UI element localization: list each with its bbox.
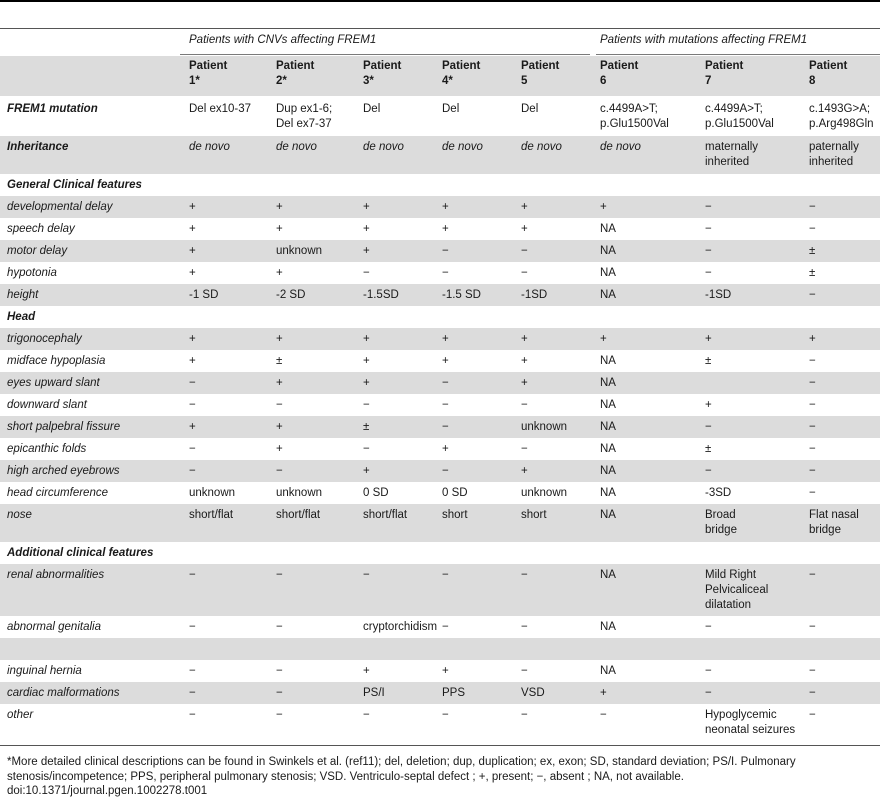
table-cell: + bbox=[363, 377, 370, 389]
table-cell: − bbox=[189, 709, 196, 721]
table-cell: − bbox=[442, 465, 449, 477]
table-cell: + bbox=[276, 421, 283, 433]
table-row bbox=[0, 482, 880, 504]
table-cell: − bbox=[276, 687, 283, 699]
table-cell: + bbox=[521, 377, 528, 389]
table-footnote: *More detailed clinical descriptions can be found in Swinkels et al. (ref11); del, deletion; dup, duplication; ex, exon; SD, standard deviation; PS/I. Pulmonary stenosis/incompetence; PPS, peripheral pulmonary stenosis; VSD. Ventriculo-septal defect ; +, present; −, absent ; NA, not available. bbox=[7, 756, 796, 783]
table-cell: Dup ex1-6; Del ex7-37 bbox=[276, 103, 333, 130]
table-cell: − bbox=[809, 399, 816, 411]
table-cell: − bbox=[600, 709, 607, 721]
table-cell: − bbox=[705, 665, 712, 677]
patient-header-5: Patient 5 bbox=[521, 60, 560, 87]
table-cell: NA bbox=[600, 399, 616, 411]
table-cell: − bbox=[705, 465, 712, 477]
table-cell: de novo bbox=[276, 141, 317, 153]
table-cell: NA bbox=[600, 487, 616, 499]
table-cell: NA bbox=[600, 421, 616, 433]
table-cell: − bbox=[809, 487, 816, 499]
row-label: Additional clinical features bbox=[7, 547, 154, 559]
table-row bbox=[0, 196, 880, 218]
group-underline-cnv bbox=[180, 54, 590, 55]
table-cell: NA bbox=[600, 267, 616, 279]
table-cell: NA bbox=[600, 569, 616, 581]
row-label: cardiac malformations bbox=[7, 687, 120, 699]
patient-header-7: Patient 7 bbox=[705, 60, 744, 87]
table-cell: − bbox=[705, 245, 712, 257]
table-row bbox=[0, 682, 880, 704]
table-cell: short/flat bbox=[276, 509, 321, 521]
table-cell: ± bbox=[809, 245, 816, 257]
table-cell: − bbox=[809, 443, 816, 455]
table-cell: − bbox=[809, 421, 816, 433]
table-cell: + bbox=[276, 333, 283, 345]
table-cell: − bbox=[521, 245, 528, 257]
table-cell: − bbox=[809, 709, 816, 721]
table-cell: + bbox=[600, 687, 607, 699]
table-cell: NA bbox=[600, 223, 616, 235]
table-cell: − bbox=[809, 621, 816, 633]
header-top-rule bbox=[0, 28, 880, 29]
table-cell: + bbox=[442, 201, 449, 213]
table-cell: − bbox=[276, 569, 283, 581]
table-cell: + bbox=[442, 443, 449, 455]
table-cell: + bbox=[363, 201, 370, 213]
table-row bbox=[0, 438, 880, 460]
group-underline-mutations bbox=[596, 54, 880, 55]
table-cell: -1 SD bbox=[189, 289, 219, 301]
group-header-cnv: Patients with CNVs affecting FREM1 bbox=[189, 34, 377, 46]
table-cell: − bbox=[442, 621, 449, 633]
table-cell: − bbox=[705, 223, 712, 235]
table-cell: de novo bbox=[363, 141, 404, 153]
bottom-rule bbox=[0, 745, 880, 746]
section-row bbox=[0, 306, 880, 328]
table-cell: + bbox=[363, 245, 370, 257]
table-cell: − bbox=[189, 687, 196, 699]
patient-header-3: Patient 3* bbox=[363, 60, 402, 87]
group-header-mutations: Patients with mutations affecting FREM1 bbox=[600, 34, 808, 46]
table-cell: + bbox=[600, 201, 607, 213]
table-cell: -1SD bbox=[521, 289, 548, 301]
table-cell: − bbox=[705, 421, 712, 433]
table-cell: − bbox=[276, 621, 283, 633]
table-cell: -2 SD bbox=[276, 289, 306, 301]
row-label: midface hypoplasia bbox=[7, 355, 106, 367]
table-cell: NA bbox=[600, 665, 616, 677]
patient-header-2: Patient 2* bbox=[276, 60, 315, 87]
table-cell: + bbox=[363, 223, 370, 235]
table-cell: + bbox=[442, 665, 449, 677]
table-cell: unknown bbox=[276, 245, 323, 257]
table-cell: − bbox=[809, 289, 816, 301]
table-cell: unknown bbox=[189, 487, 236, 499]
table-cell: -1.5SD bbox=[363, 289, 399, 301]
table-row bbox=[0, 328, 880, 350]
table-cell: Del bbox=[363, 103, 381, 115]
row-label: abnormal genitalia bbox=[7, 621, 101, 633]
table-cell: − bbox=[442, 267, 449, 279]
table-row bbox=[0, 460, 880, 482]
table-cell: − bbox=[442, 245, 449, 257]
table-cell: + bbox=[189, 201, 196, 213]
table-cell: + bbox=[276, 443, 283, 455]
table-cell: − bbox=[363, 709, 370, 721]
table-cell: − bbox=[442, 399, 449, 411]
row-label: downward slant bbox=[7, 399, 87, 411]
table-row bbox=[0, 240, 880, 262]
table-cell: + bbox=[189, 245, 196, 257]
table-cell: + bbox=[189, 355, 196, 367]
table-row bbox=[0, 262, 880, 284]
table-cell: Hypoglycemic neonatal seizures bbox=[705, 709, 796, 736]
table-cell: Broad bridge bbox=[705, 509, 737, 536]
table-doi: doi:10.1371/journal.pgen.1002278.t001 bbox=[7, 785, 208, 797]
table-cell: Mild Right Pelvicaliceal dilatation bbox=[705, 569, 769, 611]
table-cell: − bbox=[521, 569, 528, 581]
table-cell: 0 SD bbox=[442, 487, 468, 499]
table-cell: − bbox=[521, 665, 528, 677]
table-cell: − bbox=[189, 443, 196, 455]
table-cell: − bbox=[189, 569, 196, 581]
patient-header-row bbox=[0, 56, 880, 96]
table-cell: de novo bbox=[600, 141, 641, 153]
row-label: nose bbox=[7, 509, 32, 521]
patient-header-8: Patient 8 bbox=[809, 60, 848, 87]
row-label: FREM1 mutation bbox=[7, 103, 98, 115]
table-cell: NA bbox=[600, 509, 616, 521]
table-cell: − bbox=[442, 421, 449, 433]
table-cell: + bbox=[363, 665, 370, 677]
table-row bbox=[0, 350, 880, 372]
table-cell: − bbox=[189, 621, 196, 633]
table-cell: + bbox=[442, 333, 449, 345]
table-cell: + bbox=[521, 201, 528, 213]
table-cell: short/flat bbox=[189, 509, 234, 521]
row-label: Head bbox=[7, 311, 36, 323]
table-cell: 0 SD bbox=[363, 487, 389, 499]
table-cell: − bbox=[276, 465, 283, 477]
table-cell: − bbox=[809, 377, 816, 389]
table-cell: c.4499A>T; p.Glu1500Val bbox=[705, 103, 774, 130]
table-cell: ± bbox=[705, 443, 712, 455]
table-row bbox=[0, 660, 880, 682]
table-row bbox=[0, 284, 880, 306]
table-cell: − bbox=[521, 267, 528, 279]
row-label: high arched eyebrows bbox=[7, 465, 120, 477]
table-row bbox=[0, 218, 880, 240]
table-cell: + bbox=[442, 223, 449, 235]
table-cell: PPS bbox=[442, 687, 466, 699]
table-cell: − bbox=[442, 569, 449, 581]
table-cell: + bbox=[276, 201, 283, 213]
table-cell: − bbox=[705, 201, 712, 213]
row-label: inguinal hernia bbox=[7, 665, 82, 677]
table-cell: + bbox=[363, 465, 370, 477]
table-cell: Del bbox=[442, 103, 460, 115]
table-cell: de novo bbox=[521, 141, 562, 153]
table-cell: VSD bbox=[521, 687, 545, 699]
table-cell: + bbox=[521, 355, 528, 367]
table-cell: NA bbox=[600, 465, 616, 477]
table-cell: ± bbox=[705, 355, 712, 367]
table-cell: Del ex10-37 bbox=[189, 103, 252, 115]
table-cell: + bbox=[442, 355, 449, 367]
table-cell: + bbox=[189, 223, 196, 235]
table-cell: -1SD bbox=[705, 289, 732, 301]
table-cell: NA bbox=[600, 355, 616, 367]
table-row bbox=[0, 416, 880, 438]
table-cell: unknown bbox=[521, 421, 568, 433]
table-cell: + bbox=[276, 223, 283, 235]
table-cell: − bbox=[521, 443, 528, 455]
table-cell: de novo bbox=[442, 141, 483, 153]
table-cell: − bbox=[189, 377, 196, 389]
patient-header-1: Patient 1* bbox=[189, 60, 228, 87]
table-cell: − bbox=[363, 443, 370, 455]
row-label: Inheritance bbox=[7, 141, 69, 153]
patient-header-4: Patient 4* bbox=[442, 60, 481, 87]
table-cell: − bbox=[442, 709, 449, 721]
row-label: head circumference bbox=[7, 487, 108, 499]
table-cell: short/flat bbox=[363, 509, 408, 521]
row-label: speech delay bbox=[7, 223, 75, 235]
table-row bbox=[0, 504, 880, 542]
table-cell: − bbox=[809, 687, 816, 699]
table-cell: + bbox=[276, 377, 283, 389]
table-cell: paternally inherited bbox=[809, 141, 859, 168]
row-label: eyes upward slant bbox=[7, 377, 100, 389]
top-rule bbox=[0, 0, 880, 2]
table-cell: ± bbox=[276, 355, 283, 367]
table-cell: + bbox=[705, 333, 712, 345]
row-label: General Clinical features bbox=[7, 179, 142, 191]
table-row bbox=[0, 394, 880, 416]
table-cell: NA bbox=[600, 443, 616, 455]
table-cell: short bbox=[442, 509, 468, 521]
table-cell: + bbox=[363, 355, 370, 367]
row-label: motor delay bbox=[7, 245, 68, 257]
table-cell: − bbox=[521, 709, 528, 721]
table-cell: Flat nasal bridge bbox=[809, 509, 859, 536]
table-cell: − bbox=[363, 399, 370, 411]
table-cell: − bbox=[363, 569, 370, 581]
table-cell: + bbox=[809, 333, 816, 345]
table-cell: Del bbox=[521, 103, 539, 115]
table-row bbox=[0, 638, 880, 660]
table-cell: ± bbox=[363, 421, 370, 433]
table-cell: + bbox=[521, 223, 528, 235]
table-cell: NA bbox=[600, 621, 616, 633]
row-label: height bbox=[7, 289, 39, 301]
table-cell: + bbox=[600, 333, 607, 345]
table-row bbox=[0, 616, 880, 638]
table-cell: − bbox=[809, 201, 816, 213]
table-cell: − bbox=[189, 399, 196, 411]
table-cell: + bbox=[189, 421, 196, 433]
table-cell: − bbox=[809, 223, 816, 235]
row-label: trigonocephaly bbox=[7, 333, 82, 345]
table-cell: − bbox=[189, 665, 196, 677]
row-label: hypotonia bbox=[7, 267, 57, 279]
row-label: other bbox=[7, 709, 34, 721]
table-cell: − bbox=[809, 465, 816, 477]
table-cell: + bbox=[705, 399, 712, 411]
table-cell: ± bbox=[809, 267, 816, 279]
table-cell: − bbox=[705, 687, 712, 699]
patient-header-6: Patient 6 bbox=[600, 60, 639, 87]
table-cell: de novo bbox=[189, 141, 230, 153]
table-cell: maternally inherited bbox=[705, 141, 759, 168]
table-cell: − bbox=[276, 709, 283, 721]
table-cell: + bbox=[521, 465, 528, 477]
row-label: epicanthic folds bbox=[7, 443, 87, 455]
table-row bbox=[0, 372, 880, 394]
table-cell: c.1493G>A; p.Arg498Gln bbox=[809, 103, 874, 130]
table-cell: unknown bbox=[521, 487, 568, 499]
table-cell: cryptorchidism bbox=[363, 621, 438, 633]
row-label: renal abnormalities bbox=[7, 569, 105, 581]
table-cell: + bbox=[363, 333, 370, 345]
table-cell: PS/I bbox=[363, 687, 385, 699]
row-label: short palpebral fissure bbox=[7, 421, 121, 433]
table-cell: − bbox=[521, 399, 528, 411]
table-cell: − bbox=[705, 621, 712, 633]
table-cell: short bbox=[521, 509, 547, 521]
table-cell: − bbox=[189, 465, 196, 477]
table-cell: NA bbox=[600, 377, 616, 389]
table-cell: c.4499A>T; p.Glu1500Val bbox=[600, 103, 669, 130]
row-label: developmental delay bbox=[7, 201, 113, 213]
table-cell: -1.5 SD bbox=[442, 289, 481, 301]
table-cell: + bbox=[189, 333, 196, 345]
table-cell: -3SD bbox=[705, 487, 732, 499]
table-cell: NA bbox=[600, 289, 616, 301]
table-cell: − bbox=[276, 399, 283, 411]
table-cell: + bbox=[521, 333, 528, 345]
table-cell: + bbox=[276, 267, 283, 279]
table-cell: − bbox=[809, 355, 816, 367]
table-cell: + bbox=[189, 267, 196, 279]
table-cell: NA bbox=[600, 245, 616, 257]
table-cell: − bbox=[705, 267, 712, 279]
table-cell: − bbox=[809, 665, 816, 677]
table-cell: − bbox=[363, 267, 370, 279]
table-cell: − bbox=[809, 569, 816, 581]
table-cell: unknown bbox=[276, 487, 323, 499]
table-cell: − bbox=[276, 665, 283, 677]
table-cell: − bbox=[521, 621, 528, 633]
table-cell: − bbox=[442, 377, 449, 389]
